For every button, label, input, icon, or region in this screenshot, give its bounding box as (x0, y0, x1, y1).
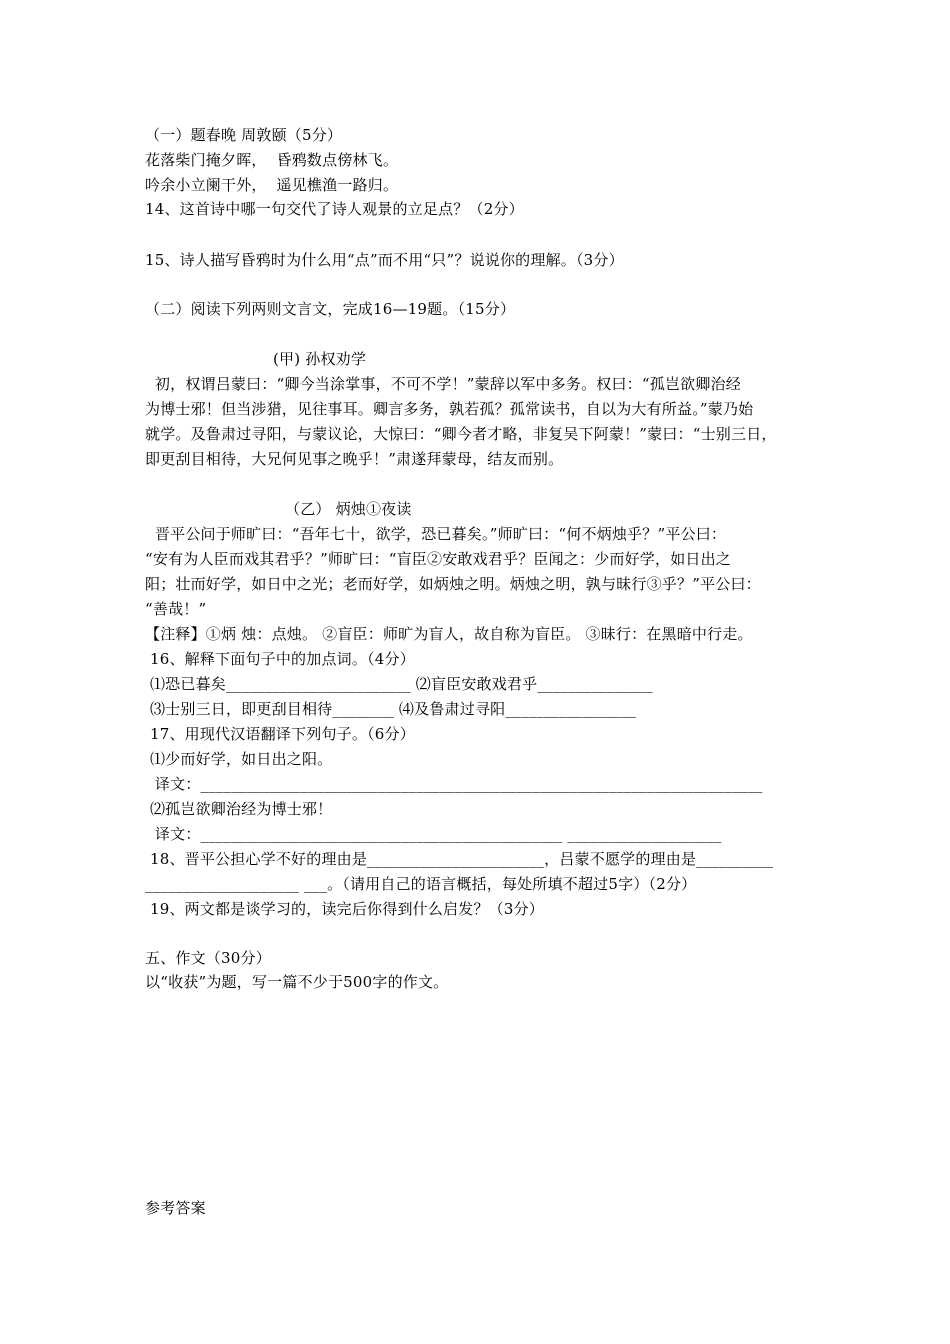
question-17-translation-1: 译文：_________________________________________________________________________ (145, 775, 763, 793)
question-15: 15、诗人描写昏鸦时为什么用“点”而不用“只”？说说你的理解。（3分） (145, 251, 624, 269)
passage-a-line: 初，权谓吕蒙曰：“卿今当涂掌事，不可不学！”蒙辞以军中多务。权曰：“孤岂欲卿治经 (145, 375, 741, 393)
passage-b-note: 【注释】①炳 烛：点烛。 ②盲臣：师旷为盲人，故自称为盲臣。 ③昧行：在黑暗中行走。 (145, 625, 753, 643)
question-18-line-2: ____________________ ___。（请用自己的语言概括，每处所填不超过5字）（2分） (145, 875, 697, 893)
passage-b-line: 阳；壮而好学，如日中之光；老而好学，如炳烛之明。炳烛之明，孰与昧行③乎？”平公曰： (145, 575, 761, 593)
question-18-line-1: 18、晋平公担心学不好的理由是_______________________，吕蒙不愿学的理由是__________ (145, 850, 774, 868)
passage-b-line: “善哉！” (145, 600, 207, 618)
poem-header: （一）题春晚 周敦颐（5分） (145, 126, 343, 144)
composition-header: 五、作文（30分） (145, 949, 271, 967)
question-16-header: 16、解释下面句子中的加点词。（4分） (145, 650, 415, 668)
answers-title: 参考答案 (145, 1199, 206, 1217)
passage-b-line: 晋平公问于师旷曰：“吾年七十，欲学，恐已暮矣。”师旷曰：“何不炳烛乎？”平公曰： (145, 525, 727, 543)
question-19: 19、两文都是谈学习的，读完后你得到什么启发？（3分） (145, 900, 545, 918)
question-16-row-2: ⑶士别三日，即更刮目相待________ ⑷及鲁肃过寻阳_________________ (145, 700, 637, 718)
poem-line-1: 花落柴门掩夕晖， 昏鸦数点傍林飞。 (145, 151, 399, 169)
passage-b-title: （乙） 炳烛①夜读 (285, 500, 412, 518)
passage-b-line: “安有为人臣而戏其君乎？”师旷曰：“盲臣②安敢戏君乎？臣闻之：少而好学，如日出之 (145, 550, 732, 568)
passage-a-line: 为博士邪！但当涉猎，见往事耳。卿言多务，孰若孤？孤常读书，自以为大有所益。”蒙乃始 (145, 400, 754, 418)
passage-a-title: (甲) 孙权劝学 (273, 350, 367, 368)
section-2-header: （二）阅读下列两则文言文，完成16—19题。（15分） (145, 300, 516, 318)
question-17-header: 17、用现代汉语翻译下列句子。（6分） (145, 725, 415, 743)
question-17-sentence-1: ⑴少而好学，如日出之阳。 (145, 750, 333, 768)
question-16-row-1: ⑴恐已暮矣________________________ ⑵盲臣安敢戏君乎_______________ (145, 675, 653, 693)
question-17-sentence-2: ⑵孤岂欲卿治经为博士邪！ (145, 800, 333, 818)
question-17-translation-2: 译文：_______________________________________________ ____________________ (145, 825, 722, 843)
question-14: 14、这首诗中哪一句交代了诗人观景的立足点？（2分） (145, 200, 524, 218)
passage-a-line: 就学。及鲁肃过寻阳，与蒙议论，大惊曰：“卿今者才略，非复吴下阿蒙！”蒙曰：“士别三日， (145, 425, 777, 443)
poem-line-2: 吟余小立阑干外， 遥见樵渔一路归。 (145, 176, 399, 194)
composition-prompt: 以“收获”为题，写一篇不少于500字的作文。 (145, 973, 449, 991)
passage-a-line: 即更刮目相待，大兄何见事之晚乎！”肃遂拜蒙母，结友而别。 (145, 450, 564, 468)
